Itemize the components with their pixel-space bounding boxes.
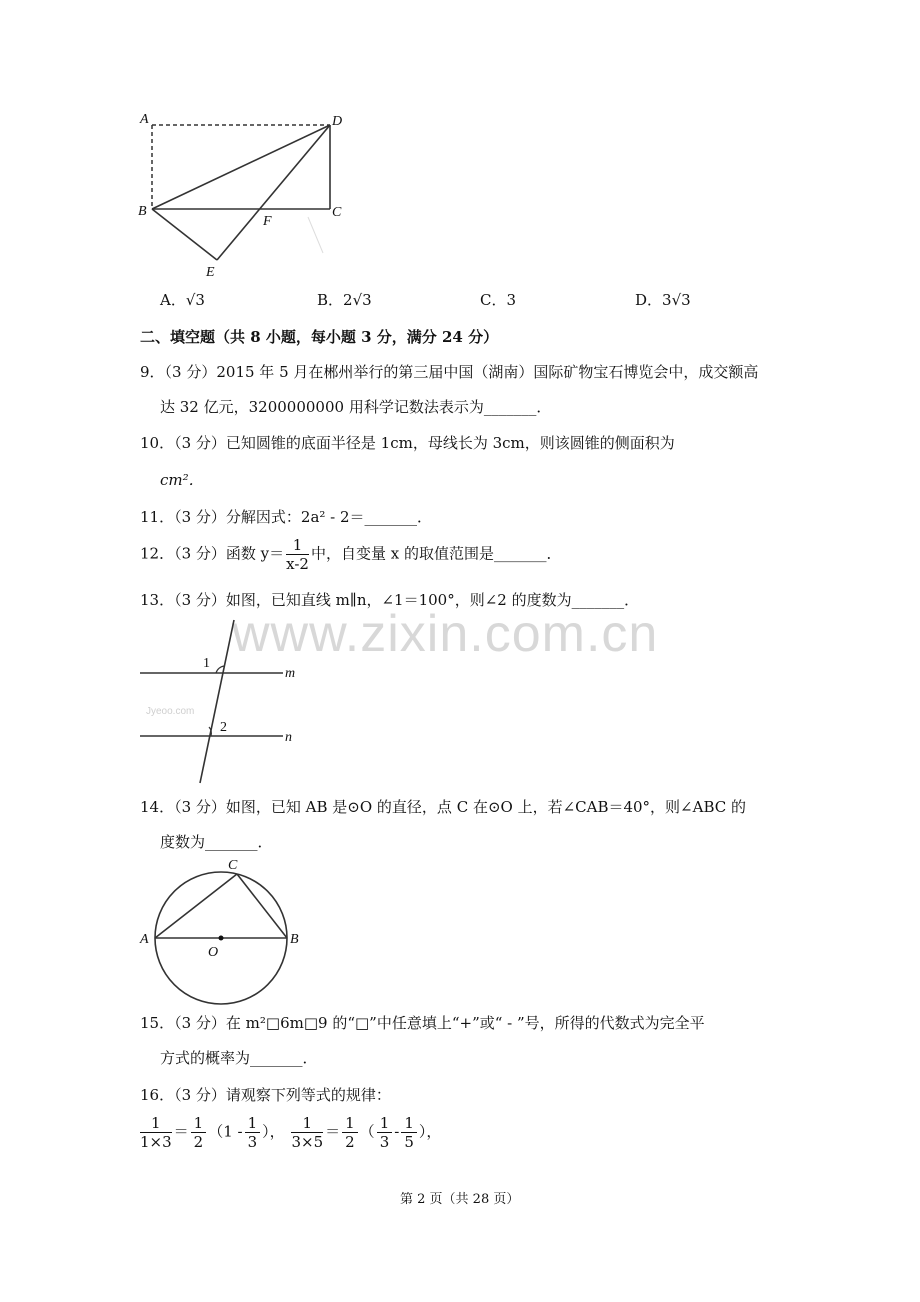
denominator: 5 bbox=[404, 1133, 414, 1151]
page-footer: 第 2 页（共 28 页） bbox=[400, 1192, 520, 1207]
question-9-line1: 9．（3 分）2015 年 5 月在郴州举行的第三届中国（湖南）国际矿物宝石博览会中，成交额高 bbox=[140, 363, 759, 381]
denominator: 3 bbox=[379, 1133, 390, 1151]
transversal bbox=[200, 620, 234, 783]
label-o: O bbox=[208, 945, 219, 960]
watermark: www.zixin.com.cn bbox=[232, 605, 659, 663]
label-d: D bbox=[332, 114, 343, 129]
line-bd bbox=[152, 125, 330, 209]
label-c: C bbox=[332, 205, 342, 220]
numerator: 1 bbox=[291, 1114, 323, 1133]
paren-close: ）， bbox=[262, 1122, 285, 1141]
numerator: 1 bbox=[191, 1114, 207, 1133]
numerator: 1 bbox=[377, 1114, 393, 1133]
question-10-line2: cm²． bbox=[160, 471, 204, 489]
equals: ＝ bbox=[173, 1122, 189, 1141]
figure-q14 bbox=[135, 852, 310, 1007]
fraction-1-over-2 bbox=[342, 1114, 358, 1151]
fraction-1-over-3 bbox=[245, 1114, 261, 1151]
question-12-pre: 12．（3 分）函数 y＝ bbox=[140, 544, 285, 563]
label-angle-2: 2 bbox=[220, 720, 227, 735]
label-a: A bbox=[140, 112, 149, 127]
numerator: 1 bbox=[245, 1114, 261, 1133]
minus: - bbox=[394, 1122, 400, 1141]
question-15-line1: 15．（3 分）在 m²□6m□9 的“□”中任意填上“+”或“ - ”号，所得的代数式为完全平 bbox=[140, 1014, 705, 1032]
denominator: 3 bbox=[247, 1133, 258, 1151]
chord-ac bbox=[155, 874, 237, 938]
denominator: 1×3 bbox=[140, 1133, 172, 1151]
label-c: C bbox=[228, 858, 238, 873]
question-12-post: 中，自变量 x 的取值范围是_______． bbox=[310, 544, 562, 563]
fraction-1-over-3x5 bbox=[291, 1114, 323, 1151]
option-b: B．2√3 bbox=[317, 291, 372, 309]
section-heading-fill-in: 二、填空题（共 8 小题，每小题 3 分，满分 24 分） bbox=[140, 328, 499, 346]
label-f: F bbox=[263, 214, 272, 229]
fraction-1-over-1x3 bbox=[140, 1114, 172, 1151]
figure-q13 bbox=[135, 615, 315, 790]
label-b: B bbox=[138, 204, 147, 219]
paren-open: （1 - bbox=[208, 1122, 243, 1141]
question-12 bbox=[140, 536, 561, 573]
question-15-line2: 方式的概率为_______． bbox=[160, 1049, 318, 1067]
paren-close: ）， bbox=[418, 1122, 442, 1141]
question-14-line1: 14．（3 分）如图，已知 AB 是⊙O 的直径，点 C 在⊙O 上，若∠CAB＝40°，则∠ABC 的 bbox=[140, 798, 747, 816]
fraction-1-over-3 bbox=[377, 1114, 393, 1151]
fraction-1-over-2 bbox=[191, 1114, 207, 1151]
numerator: 1 bbox=[140, 1114, 172, 1133]
question-16-equations bbox=[138, 1114, 441, 1151]
fold-hint-line bbox=[308, 217, 323, 253]
option-d: D．3√3 bbox=[635, 291, 691, 309]
equals: ＝ bbox=[325, 1122, 341, 1141]
denominator: 3×5 bbox=[291, 1133, 324, 1151]
figure-q8 bbox=[130, 105, 360, 285]
label-n: n bbox=[285, 730, 292, 745]
line-be bbox=[152, 209, 217, 260]
question-13: 13．（3 分）如图，已知直线 m∥n，∠1＝100°，则∠2 的度数为_______． bbox=[140, 591, 640, 609]
denominator: 2 bbox=[193, 1133, 204, 1151]
numerator: 1 bbox=[342, 1114, 358, 1133]
jyeoo-watermark: Jyeoo.com bbox=[146, 706, 195, 717]
label-m: m bbox=[285, 666, 296, 681]
fraction-1-over-x-minus-2 bbox=[286, 536, 309, 573]
center-point bbox=[219, 936, 224, 941]
numerator: 1 bbox=[401, 1114, 417, 1133]
paren-open: （ bbox=[359, 1122, 375, 1141]
line-ed bbox=[217, 125, 330, 260]
option-a: A．√3 bbox=[160, 291, 205, 309]
label-a: A bbox=[140, 932, 149, 947]
label-b: B bbox=[290, 932, 299, 947]
option-c: C．3 bbox=[480, 291, 517, 309]
question-11: 11．（3 分）分解因式：2a² - 2＝_______． bbox=[140, 508, 433, 526]
question-16: 16．（3 分）请观察下列等式的规律： bbox=[140, 1086, 391, 1104]
label-e: E bbox=[206, 265, 215, 280]
fraction-1-over-5 bbox=[401, 1114, 417, 1151]
denominator: 2 bbox=[345, 1133, 355, 1151]
fraction-denominator: x-2 bbox=[286, 555, 309, 573]
question-14-line2: 度数为_______． bbox=[160, 833, 273, 851]
question-9-line2: 达 32 亿元，3200000000 用科学记数法表示为_______． bbox=[160, 398, 552, 416]
question-10-line1: 10．（3 分）已知圆锥的底面半径是 1cm，母线长为 3cm，则该圆锥的侧面积为 bbox=[140, 434, 675, 452]
label-angle-1: 1 bbox=[203, 656, 210, 671]
fraction-numerator: 1 bbox=[286, 536, 309, 555]
